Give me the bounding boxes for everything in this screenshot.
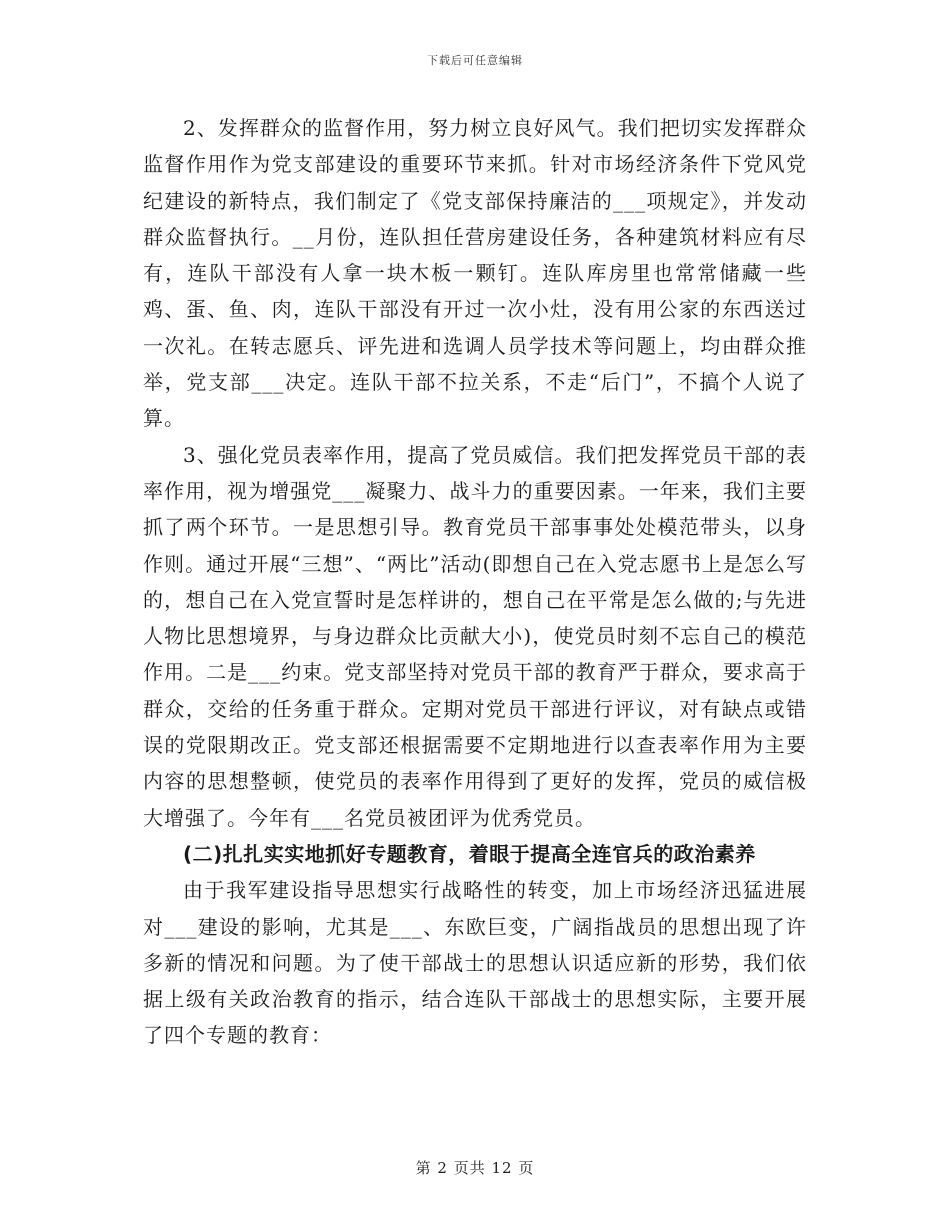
paragraph-supervision: 2、发挥群众的监督作用，努力树立良好风气。我们把切实发挥群众监督作用作为党支部建设的重要环节来抓。针对市场经济条件下党风党纪建设的新特点，我们制定了《党支部保持廉洁的___项规定》，并发动群众监督执行。__月份，连队担任营房建设任务，各种建筑材料应有尽有，连队干部没有人拿一块木板一颗钉。连队库房里也常常储藏一些鸡、蛋、鱼、肉，连队干部没有开过一次小灶，没有用公家的东西送过一次礼。在转志愿兵、评先进和选调人员学技术等问题上，均由群众推举，党支部___决定。连队干部不拉关系，不走“后门”，不搞个人说了算。	[143, 116, 807, 431]
page-number-footer: 第 2 页共 12 页	[415, 1159, 535, 1177]
paragraph-party-member-role: 3、强化党员表率作用，提高了党员威信。我们把发挥党员干部的表率作用，视为增强党___凝聚力、战斗力的重要因素。一年来，我们主要抓了两个环节。一是思想引导。教育党员干部事事处处模范带头，以身作则。通过开展“三想”、“两比”活动(即想自己在入党志愿书上是怎么写的，想自己在入党宣誓时是怎样讲的，想自己在平常是怎么做的;与先进人物比思想境界，与身边群众比贡献大小)，使党员时刻不忘自己的模范作用。二是___约束。党支部坚持对党员干部的教育严于群众，要求高于群众，交给的任务重于群众。定期对党员干部进行评议，对有缺点或错误的党限期改正。党支部还根据需要不定期地进行以查表率作用为主要内容的思想整顿，使党员的表率作用得到了更好的发挥，党员的威信极大增强了。今年有___名党员被团评为优秀党员。	[143, 442, 807, 830]
page-header-note: 下载后可任意编辑	[427, 54, 523, 67]
paragraph-topic-education: 由于我军建设指导思想实行战略性的转变，加上市场经济迅猛进展对___建设的影响，尤其是___、东欧巨变，广阔指战员的思想出现了许多新的情况和问题。为了使干部战士的思想认识适应新的形势，我们依据上级有关政治教育的指示，结合连队干部战士的思想实际，主要开展了四个专题的教育：	[143, 878, 807, 1048]
document-body	[143, 110, 807, 1054]
section-heading-topic-education: (二)扎扎实实地抓好专题教育，着眼于提高全连官兵的政治素养	[183, 841, 756, 866]
